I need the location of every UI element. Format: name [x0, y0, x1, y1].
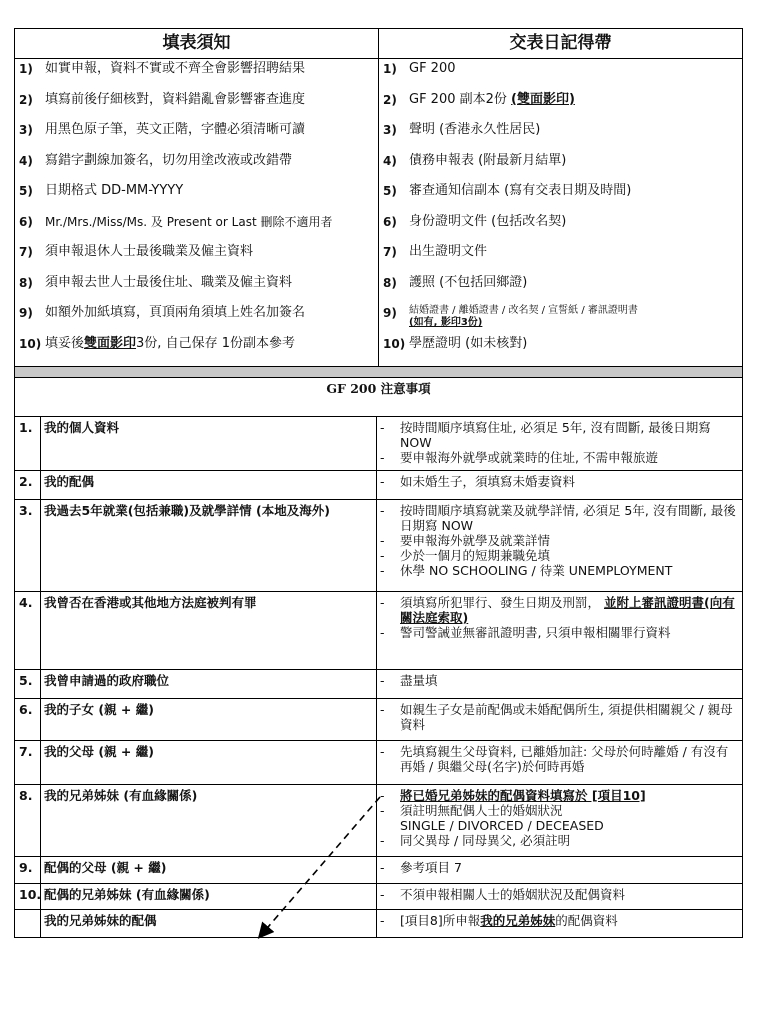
table-row: 我的兄弟姊妹的配偶 - [項目8]所申報我的兄弟姊妹的配偶資料	[15, 910, 743, 938]
emphasis: 雙面影印	[84, 335, 137, 351]
fill-instructions-list	[15, 59, 379, 367]
list-item: 9) 結婚證書 / 離婚證書 / 改名契 / 宣誓紙 / 審訊證明書 (如有, 影印3份)	[383, 305, 738, 336]
list-item: 7) 須申報退休人士最後職業及僱主資料	[19, 244, 254, 259]
right-column-header: 交表日記得帶	[379, 29, 743, 59]
list-item: 4) 債務申報表 (附最新月結單)	[383, 152, 567, 168]
table-row: 5. 我曾申請過的政府職位 - 盡量填	[15, 670, 743, 699]
left-column-header: 填表須知	[15, 29, 379, 59]
emphasis: (如有, 影印3份)	[409, 317, 483, 328]
list-item: 8) 護照 (不包括回鄉證)	[383, 274, 528, 290]
table-row: 6. 我的子女 (親 + 繼) - 如親生子女是前配偶或未婚配偶所生, 須提供相關親父 / 親母資料	[15, 699, 743, 741]
emphasis: 我的兄弟姊妹	[480, 913, 556, 928]
list-item: 4) 寫錯字劃線加簽名，切勿用塗改液或改錯帶	[19, 152, 293, 168]
table-row: 1. 我的個人資料 - 按時間順序填寫住址, 必須足 5年, 沒有間斷, 最後日期寫 NOW - 要申報海外就學或就業時的住址, 不需申報旅遊	[15, 417, 743, 471]
list-item: 2) 填寫前後仔細核對，資料錯亂會影響審查進度	[19, 91, 306, 107]
list-item: 3) 聲明 (香港永久性居民)	[383, 122, 541, 137]
list-item: 7) 出生證明文件	[383, 244, 488, 259]
documents-to-bring-list	[379, 59, 743, 367]
list-item: 1) GF 200	[383, 61, 456, 76]
list-item: 6) 身份證明文件 (包括改名契)	[383, 213, 567, 229]
emphasis: (雙面影印)	[511, 91, 575, 107]
list-item: 10) 學歷證明 (如未核對)	[383, 335, 528, 351]
list-item: 9) 如額外加紙填寫，頁頂兩角須填上姓名加簽名	[19, 305, 306, 320]
document-page	[14, 28, 743, 938]
table-row: 7. 我的父母 (親 + 繼) - 先填寫親生父母資料, 已離婚加註: 父母於何時離婚 / 有沒有再婚 / 與繼父母(名字)於何時再婚	[15, 741, 743, 785]
list-item: 3) 用黑色原子筆，英文正階，字體必須清晰可讀	[19, 122, 306, 137]
list-item: 1) 如實申報，資料不實或不齊全會影響招聘結果	[19, 61, 306, 76]
table-row: 4. 我曾否在香港或其他地方法庭被判有罪 - 須填寫所犯罪行、發生日期及刑罰， 並附上審訊證明書(向有關法庭索取) - 警司警誡並無審訊證明書, 只須申報相關罪行資料	[15, 592, 743, 670]
table-row: 2. 我的配偶 - 如未婚生子，須填寫未婚妻資料	[15, 471, 743, 500]
table-row: 10. 配偶的兄弟姊妹 (有血緣關係) - 不須申報相關人士的婚姻狀況及配偶資料	[15, 884, 743, 910]
top-table	[14, 28, 743, 367]
table-row: 8. 我的兄弟姊妹 (有血緣關係) - 將已婚兄弟姊妹的配偶資料填寫於 [項目10] - 須註明無配偶人士的婚姻狀況 SINGLE / DIVORCED / DECEASED - 同父異母 / 同母異父, 必須註明	[15, 785, 743, 857]
emphasis: 並附上審訊證明書(向有關法庭索取)	[400, 595, 735, 625]
section-divider	[14, 367, 743, 377]
emphasis: 將已婚兄弟姊妹的配偶資料填寫於 [項目10]	[400, 788, 646, 803]
gf200-title: GF 200 注意事項	[15, 378, 743, 417]
list-item: 5) 日期格式 DD-MM-YYYY	[19, 183, 184, 198]
table-row: 3. 我過去5年就業(包括兼職)及就學詳情 (本地及海外) - 按時間順序填寫就業及就學詳情, 必須足 5年, 沒有間斷, 最後日期寫 NOW - 要申報海外就學及就業詳情 - 少於一個月的短期兼職免填 - 休學 NO SCHOOLING / 待業 UNEMPLOYMENT	[15, 500, 743, 592]
list-item: 2) GF 200 副本2份 (雙面影印)	[383, 91, 575, 107]
list-item: 10) 填妥後雙面影印3份, 自己保存 1份副本參考	[19, 335, 295, 351]
gf200-table	[14, 377, 743, 938]
table-row: 9. 配偶的父母 (親 + 繼) - 參考項目 7	[15, 857, 743, 884]
list-item: 5) 審查通知信副本 (寫有交表日期及時間)	[383, 183, 632, 198]
list-item: 8) 須申報去世人士最後住址、職業及僱主資料	[19, 274, 293, 290]
list-item: 6) Mr./Mrs./Miss/Ms. 及 Present or Last 刪除不適用者	[19, 214, 333, 229]
